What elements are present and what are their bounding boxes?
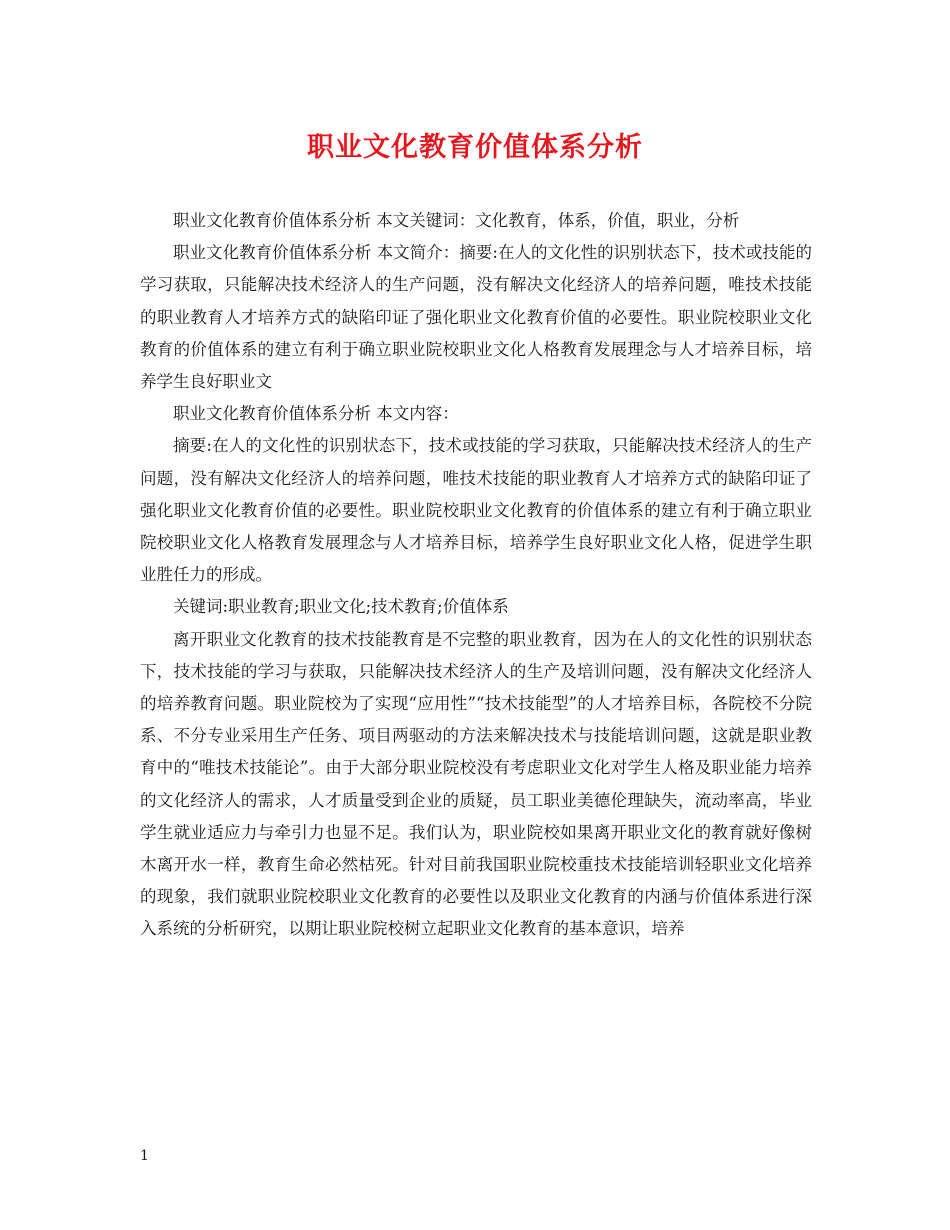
page-number: 1 — [140, 1148, 149, 1164]
keywords-list-paragraph: 关键词:职业教育;职业文化;技术教育;价值体系 — [173, 597, 509, 617]
document-body — [140, 205, 812, 946]
document-title: 职业文化教育价值体系分析 — [307, 132, 643, 163]
body-paragraph: 离开职业文化教育的技术技能教育是不完整的职业教育，因为在人的文化性的识别状态下，技术技能的学习与获取，只能解决技术经济人的生产及培训问题，没有解决文化经济人的培养教育问题。职业院校为了实现“应用性”“技术技能型”的人才培养目标，各院校不分院系、不分专业采用生产任务、项目两驱动的方法来解决技术与技能培训问题，这就是职业教育中的“唯技术技能论”。由于大部分职业院校没有考虑职业文化对学生人格及职业能力培养的文化经济人的需求，人才质量受到企业的质疑，员工职业美德伦理缺失，流动率高，毕业学生就业适应力与牵引力也显不足。我们认为，职业院校如果离开职业文化的教育就好像树木离开水一样，教育生命必然枯死。针对目前我国职业院校重技术技能培训轻职业文化培养的现象，我们就职业院校职业文化教育的必要性以及职业文化教育的内涵与价值体系进行深入系统的分析研究，以期让职业院校树立起职业文化教育的基本意识，培养 — [140, 629, 812, 939]
keywords-paragraph: 职业文化教育价值体系分析 本文关键词：文化教育，体系，价值，职业，分析 — [173, 211, 740, 230]
content-heading-paragraph: 职业文化教育价值体系分析 本文内容： — [173, 404, 459, 424]
summary-paragraph: 职业文化教育价值体系分析 本文简介：摘要:在人的文化性的识别状态下，技术或技能的学习获取，只能解决技术经济人的生产问题，没有解决文化经济人的培养问题，唯技术技能的职业教育人才培养方式的缺陷印证了强化职业文化教育价值的必要性。职业院校职业文化教育的价值体系的建立有利于确立职业院校职业文化人格教育发展理念与人才培养目标，培养学生良好职业文 — [140, 243, 812, 392]
abstract-paragraph: 摘要:在人的文化性的识别状态下，技术或技能的学习获取，只能解决技术经济人的生产问题，没有解决文化经济人的培养问题，唯技术技能的职业教育人才培养方式的缺陷印证了强化职业文化教育价值的必要性。职业院校职业文化教育的价值体系的建立有利于确立职业院校职业文化人格教育发展理念与人才培养目标，培养学生良好职业文化人格，促进学生职业胜任力的形成。 — [140, 436, 812, 585]
